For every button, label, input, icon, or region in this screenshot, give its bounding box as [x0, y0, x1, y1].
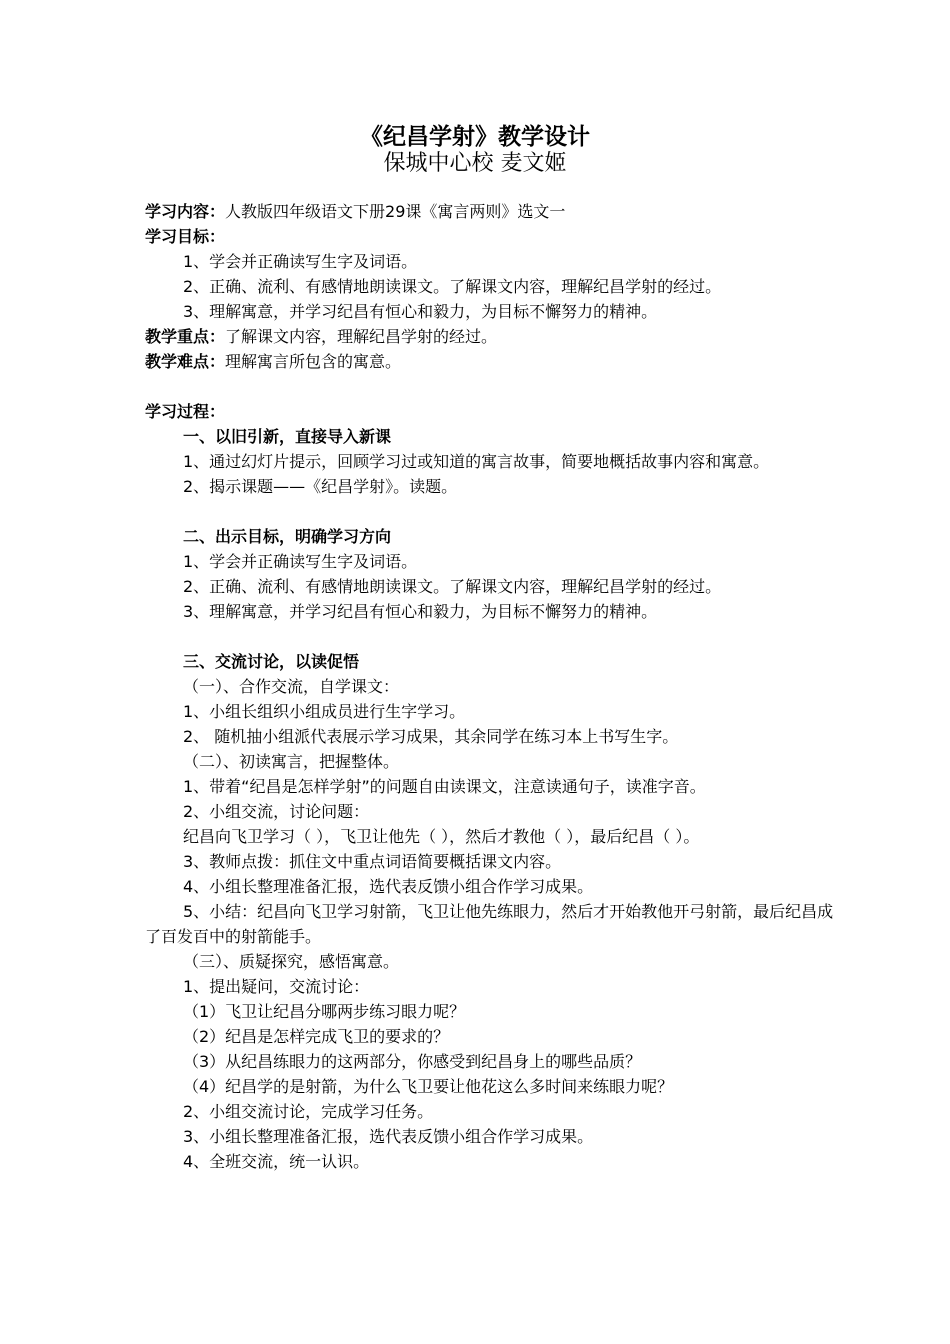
teaching-difficulty-label: 教学难点： — [145, 352, 226, 371]
part1-label: （一）、合作交流，自学课文： — [183, 677, 400, 696]
part3-item: 3、小组长整理准备汇报，选代表反馈小组合作学习成果。 — [183, 1127, 594, 1146]
learning-goals-label: 学习目标： — [145, 227, 226, 246]
part2-label: （二）、初读寓言，把握整体。 — [183, 752, 400, 771]
section2-item: 2、正确、流利、有感情地朗读课文。了解课文内容，理解纪昌学射的经过。 — [183, 577, 722, 596]
goal-item: 1、学会并正确读写生字及词语。 — [183, 252, 418, 271]
spacer — [145, 499, 835, 524]
part2-summary: 5、小结：纪昌向飞卫学习射箭，飞卫让他先练眼力，然后才开始教他开弓射箭，最后纪昌成了百发百中的射箭能手。 — [145, 902, 834, 946]
part3-question: （4）纪昌学的是射箭，为什么飞卫要让他花这么多时间来练眼力呢？ — [183, 1077, 674, 1096]
spacer — [145, 374, 835, 399]
part3-label: （三）、质疑探究，感悟寓意。 — [183, 952, 400, 971]
part2-item: 1、带着“纪昌是怎样学射”的问题自由读课文，注意读通句子，读准字音。 — [183, 777, 706, 796]
part2-item: 4、小组长整理准备汇报，选代表反馈小组合作学习成果。 — [183, 877, 594, 896]
section-heading-1: 一、以旧引新，直接导入新课 — [183, 427, 392, 446]
goal-item: 3、理解寓意，并学习纪昌有恒心和毅力，为目标不懈努力的精神。 — [183, 302, 658, 321]
teaching-difficulty-text: 理解寓言所包含的寓意。 — [225, 352, 402, 371]
spacer — [145, 624, 835, 649]
learning-content-line — [145, 199, 835, 224]
teaching-key-label: 教学重点： — [145, 327, 226, 346]
part3-question: （3）从纪昌练眼力的这两部分，你感受到纪昌身上的哪些品质？ — [183, 1052, 642, 1071]
part3-item: 4、全班交流，统一认识。 — [183, 1152, 370, 1171]
part2-item: 2、小组交流，讨论问题： — [183, 802, 370, 821]
section-heading-2: 二、出示目标，明确学习方向 — [183, 527, 392, 546]
part3-question: （1）飞卫让纪昌分哪两步练习眼力呢？ — [183, 1002, 466, 1021]
section1-item-1: 1、通过幻灯片提示，回顾学习过或知道的寓言故事，简要地概括故事内容和寓意。 — [183, 452, 770, 471]
section2-item: 1、学会并正确读写生字及词语。 — [183, 552, 418, 571]
part3-question: （2）纪昌是怎样完成飞卫的要求的？ — [183, 1027, 450, 1046]
section2-item: 3、理解寓意，并学习纪昌有恒心和毅力，为目标不懈努力的精神。 — [183, 602, 658, 621]
document-title: 《纪昌学射》教学设计 — [360, 124, 590, 150]
part1-item: 2、 随机抽小组派代表展示学习成果，其余同学在练习本上书写生字。 — [183, 727, 679, 746]
part3-item: 2、小组交流讨论，完成学习任务。 — [183, 1102, 434, 1121]
part1-item: 1、小组长组织小组成员进行生字学习。 — [183, 702, 466, 721]
teaching-key-line — [145, 324, 835, 349]
part3-item: 1、提出疑问，交流讨论： — [183, 977, 370, 996]
document-body — [145, 199, 835, 1174]
part2-item: 3、教师点拨：抓住文中重点词语简要概括课文内容。 — [183, 852, 562, 871]
document-author: 保城中心校 麦文姬 — [383, 151, 567, 176]
part2-fill-blank: 纪昌向飞卫学习（ ），飞卫让他先（ ），然后才教他（ ），最后纪昌（ ）。 — [183, 827, 700, 846]
learning-content-text: 人教版四年级语文下册29课《寓言两则》选文一 — [225, 202, 566, 221]
section-heading-3: 三、交流讨论，以读促悟 — [183, 652, 360, 671]
learning-content-label: 学习内容： — [145, 202, 226, 221]
process-label: 学习过程： — [145, 402, 226, 421]
section1-item-2: 2、揭示课题——《纪昌学射》。读题。 — [183, 477, 458, 496]
teaching-key-text: 了解课文内容，理解纪昌学射的经过。 — [225, 327, 498, 346]
teaching-difficulty-line — [145, 349, 835, 374]
goal-item: 2、正确、流利、有感情地朗读课文。了解课文内容，理解纪昌学射的经过。 — [183, 277, 722, 296]
